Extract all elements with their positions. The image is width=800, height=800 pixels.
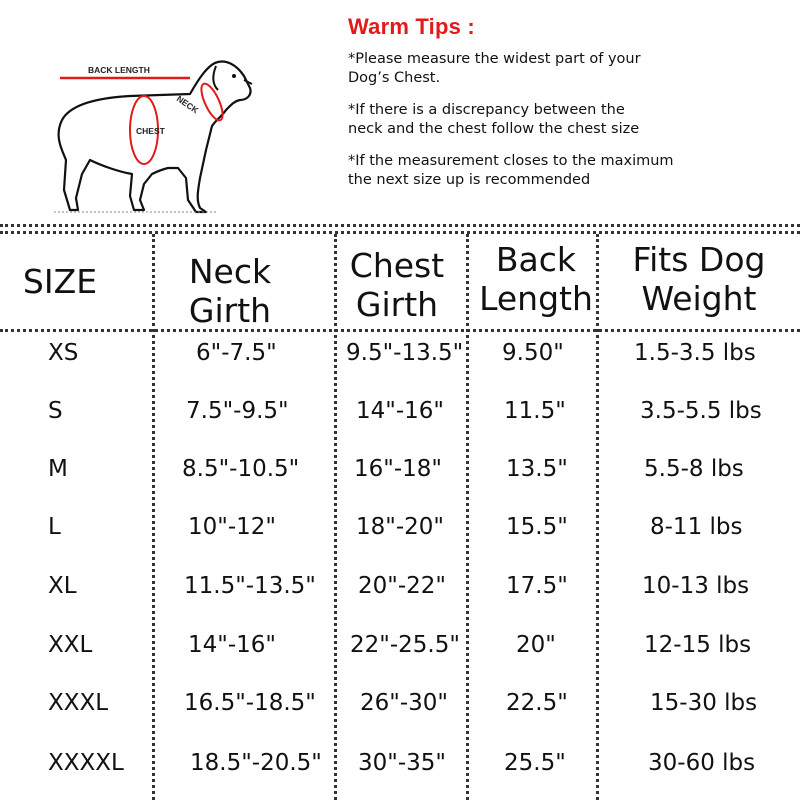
cell-neck: 11.5"-13.5" (184, 573, 316, 599)
column-divider (466, 234, 469, 800)
warm-tips (348, 14, 788, 203)
cell-back: 17.5" (506, 573, 568, 599)
cell-weight: 12-15 lbs (644, 632, 752, 658)
cell-back: 15.5" (506, 514, 568, 540)
neck-label: NECK (174, 93, 201, 116)
cell-weight: 8-11 lbs (650, 514, 743, 540)
cell-chest: 14"-16" (356, 398, 444, 424)
column-divider (596, 234, 599, 800)
cell-chest: 18"-20" (356, 514, 444, 540)
cell-back: 25.5" (504, 750, 566, 776)
cell-chest: 22"-25.5" (350, 632, 460, 658)
cell-weight: 3.5-5.5 lbs (640, 398, 762, 424)
cell-chest: 20"-22" (358, 573, 446, 599)
header-neck-girth: Neck Girth (188, 252, 272, 330)
cell-weight: 15-30 lbs (650, 690, 758, 716)
tip-item: *If the measurement closes to the maximum the next size up is recommended (348, 153, 674, 188)
cell-chest: 9.5"-13.5" (346, 340, 464, 366)
header-chest-girth: Chest Girth (349, 246, 445, 324)
neck-marker (197, 81, 227, 123)
tip-item: *Please measure the widest part of your Dog’s Chest. (348, 51, 641, 86)
header-back-length: Back Length (479, 240, 593, 318)
header-size: SIZE (22, 261, 98, 301)
dog-eye (232, 74, 236, 78)
dog-illustration (40, 50, 280, 225)
top-divider (0, 224, 800, 227)
cell-neck: 14"-16" (188, 632, 276, 658)
cell-size: S (48, 398, 63, 424)
cell-chest: 30"-35" (358, 750, 446, 776)
cell-back: 22.5" (506, 690, 568, 716)
cell-neck: 10"-12" (188, 514, 276, 540)
cell-weight: 5.5-8 lbs (644, 456, 744, 482)
cell-size: XXL (48, 632, 93, 658)
cell-neck: 18.5"-20.5" (190, 750, 322, 776)
cell-back: 20" (516, 632, 556, 658)
cell-size: M (48, 456, 68, 482)
cell-chest: 26"-30" (360, 690, 448, 716)
cell-neck: 6"-7.5" (196, 340, 277, 366)
cell-size: XXXL (48, 690, 109, 716)
cell-size: L (48, 514, 61, 540)
chest-label: CHEST (136, 126, 165, 136)
cell-neck: 7.5"-9.5" (186, 398, 289, 424)
cell-neck: 16.5"-18.5" (184, 690, 316, 716)
column-divider (334, 234, 337, 800)
cell-neck: 8.5"-10.5" (182, 456, 300, 482)
dog-measurement-diagram (40, 50, 280, 225)
dog-ear (213, 66, 218, 90)
header-dog-weight: Fits Dog Weight (632, 240, 766, 318)
cell-size: XL (48, 573, 77, 599)
cell-back: 11.5" (504, 398, 566, 424)
cell-size: XS (48, 340, 79, 366)
cell-weight: 1.5-3.5 lbs (634, 340, 756, 366)
cell-back: 13.5" (506, 456, 568, 482)
back-length-label: BACK LENGTH (88, 65, 150, 75)
cell-weight: 30-60 lbs (648, 750, 756, 776)
warm-tips-title: Warm Tips : (348, 14, 475, 39)
cell-weight: 10-13 lbs (642, 573, 750, 599)
cell-size: XXXXL (48, 750, 124, 776)
column-divider (152, 234, 155, 800)
tip-item: *If there is a discrepancy between the neck and the chest follow the chest size (348, 102, 640, 137)
cell-back: 9.50" (502, 340, 564, 366)
dog-outline (59, 62, 251, 212)
cell-chest: 16"-18" (354, 456, 442, 482)
